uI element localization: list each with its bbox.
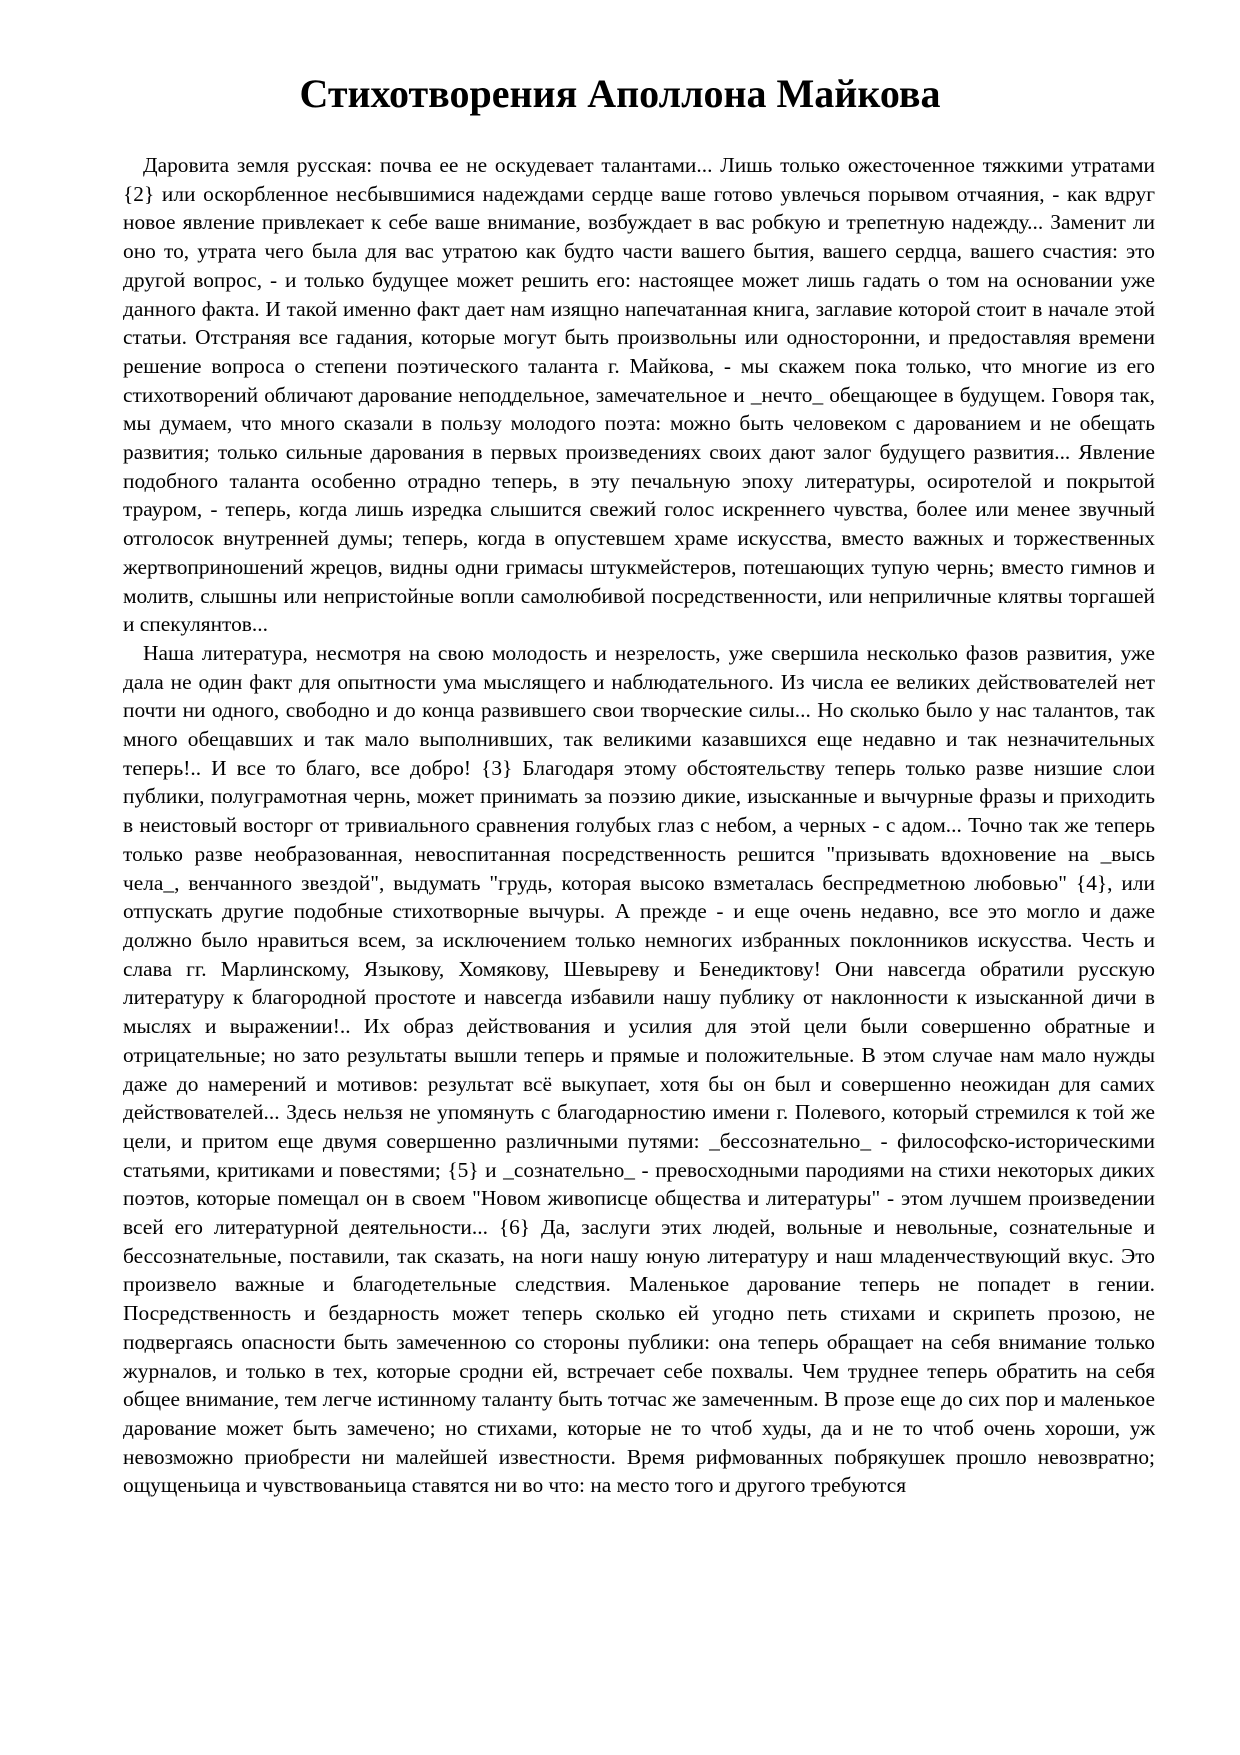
paragraph-2: Наша литература, несмотря на свою молодость и незрелость, уже свершила несколько фазов развития, уже дала не один факт для опытности ума мыслящего и наблюдательного. Из числа ее великих действователей нет почти ни одного, свободно и до конца развившего свои творческие силы... Но сколько было у нас талантов, так много обещавших и так мало выполнивших, так великими казавшихся еще недавно и так незначительных теперь!.. И все то благо, все добро! {3} Благодаря этому обстоятельству теперь только разве низшие слои публики, полуграмотная чернь, может принимать за поэзию дикие, изысканные и вычурные фразы и приходить в неистовый восторг от тривиального сравнения голубых глаз с небом, а черных - с адом... Точно так же теперь только разве необразованная, невоспитанная посредственность решится "призывать вдохновение на _высь чела_, венчанного звездой", выдумать "грудь, которая высоко взметалась беспредметною любовью" {4}, или отпускать другие подобные стихотворные вычуры. А прежде - и еще очень недавно, все это могло и даже должно было нравиться всем, за исключением только немногих избранных поклонников искусства. Честь и слава гг. Марлинскому, Языкову, Хомякову, Шевыреву и Бенедиктову! Они навсегда обратили русскую литературу к благородной простоте и навсегда избавили нашу публику от наклонности к изысканной дичи в мыслях и выражении!.. Их образ действования и усилия для этой цели были совершенно обратные и отрицательные; но зато результаты вышли теперь и прямые и положительные. В этом случае нам мало нужды даже до намерений и мотивов: результат всё выкупает, хотя бы он был и совершенно неожидан для самих действователей... Здесь нельзя не упомянуть с благодарностию имени г. Полевого, который стремился к той же цели, и притом еще двумя совершенно различными путями: _бессознательно_ - философско-историческими статьями, критиками и повестями; {5} и _сознательно_ - превосходными пародиями на стихи некоторых диких поэтов, которые помещал он в своем "Новом живописце общества и литературы" - этом лучшем произведении всей его литературной деятельности... {6} Да, заслуги этих людей, вольные и невольные, сознательные и бессознательные, поставили, так сказать, на ноги нашу юную литературу и наш младенчествующий вкус. Это произвело важные и благодетельные следствия. Маленькое дарование теперь не попадет в гении. Посредственность и бездарность может теперь сколько ей угодно петь стихами и скрипеть прозою, не подвергаясь опасности быть замеченною со стороны публики: она теперь обращает на себя внимание только журналов, и только в тех, которые сродни ей, встречает себе похвалы. Чем труднее теперь обратить на себя общее внимание, тем легче истинному таланту быть тотчас же замеченным. В прозе еще до сих пор и маленькое дарование может быть замечено; но стихами, которые не то чтоб худы, да и не то чтоб очень хороши, уж невозможно приобрести ни малейшей известности. Время рифмованных побрякушек прошло невозвратно; ощущеньица и чувствованьица ставятся ни во что: на место того и другого требуются (123, 640, 1155, 1498)
document-body (123, 151, 1155, 1500)
paragraph-1: Даровита земля русская: почва ее не оскудевает талантами... Лишь только ожесточенное тяжкими утратами {2} или оскорбленное несбывшимися надеждами сердце ваше готово увлечься порывом отчаяния, - как вдруг новое явление привлекает к себе ваше внимание, возбуждает в вас робкую и трепетную надежду... Заменит ли оно то, утрата чего была для вас утратою как будто части вашего бытия, вашего сердца, вашего счастия: это другой вопрос, - и только будущее может решить его: настоящее может лишь гадать о том на основании уже данного факта. И такой именно факт дает нам изящно напечатанная книга, заглавие которой стоит в начале этой статьи. Отстраняя все гадания, которые могут быть произвольны или односторонни, и предоставляя времени решение вопроса о степени поэтического таланта г. Майкова, - мы скажем пока только, что многие из его стихотворений обличают дарование неподдельное, замечательное и _нечто_ обещающее в будущем. Говоря так, мы думаем, что много сказали в пользу молодого поэта: можно быть человеком с дарованием и не обещать развития; только сильные дарования в первых произведениях своих дают залог будущего развития... Явление подобного таланта особенно отрадно теперь, в эту печальную эпоху литературы, осиротелой и покрытой трауром, - теперь, когда лишь изредка слышится свежий голос искреннего чувства, более или менее звучный отголосок внутренней думы; теперь, когда в опустевшем храме искусства, вместо важных и торжественных жертвоприношений жрецов, видны одни гримасы штукмейстеров, потешающих тупую чернь; вместо гимнов и молитв, слышны или непристойные вопли самолюбивой посредственности, или неприличные клятвы торгашей и спекулянтов... (123, 153, 1155, 637)
document-title: Стихотворения Аполлона Майкова (299, 71, 941, 116)
